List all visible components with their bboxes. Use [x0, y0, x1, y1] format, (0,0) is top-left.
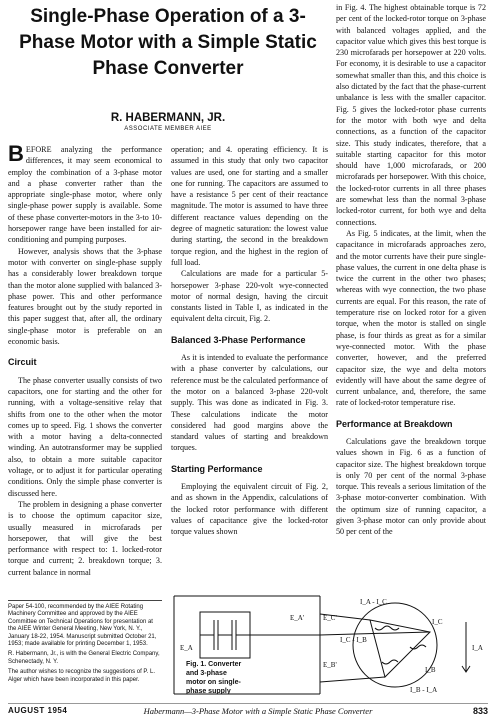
label-eb: E_B'	[323, 661, 337, 669]
intro-text: EFORE analyzing the performance differences, it may seem economical to employ the combination of a 3-phase motor and a phase converter rather than the appropriate single-phase motor, where only single-phase power supply is available. Some of these phase converter-motors in the 3-to 10-horsepower range have been installed for air-conditioning and pumping purposes.	[8, 145, 162, 245]
page-number: 833	[472, 706, 488, 716]
footer-running-title: Habermann—3-Phase Motor with a Simple Static Phase Converter	[143, 706, 373, 716]
paragraph: Calculations gave the breakdown torque values shown in Fig. 6 as a function of capacitor size. The highest breakdown torque is only 70 per cent of the normal 3-phase torque. This reveals a serious limitation of the 3-phase motor-converter combination. With the optimum size of running capacitor, a given 3-phase motor can only provide about 50 per cent of the	[336, 436, 486, 537]
article-title: Single-Phase Operation of a 3-Phase Motor with a Simple Static Phase Converter	[19, 6, 317, 79]
label-ia-ic: I_A - I_C	[360, 598, 387, 606]
footer-date: AUGUST 1954	[8, 706, 68, 715]
footnote-acknowledgment: The author wishes to recognize the suggestions of P. L. Alger which have been incorporated in this paper.	[8, 669, 155, 683]
column-2	[171, 144, 328, 538]
drop-cap: B	[8, 141, 24, 166]
section-heading-balanced: Balanced 3-Phase Performance	[171, 334, 306, 345]
page-footer	[8, 703, 488, 718]
paragraph: Employing the equivalent circuit of Fig. 2, and as shown in the Appendix, calculations of the locked rotor performance with different values of capacitance give the locked-rotor torque values shown	[171, 482, 328, 537]
paragraph: in Fig. 4. The highest obtainable torque is 72 per cent of the locked-rotor torque on 3-phase with balanced voltages applied, and the capacitor value which gives this best torque is 230 microfarads per horsepower at 220 volts. For economy, it is desirable to use a capacitor somewhat smaller than this, and this choice is also dictated by the fact that the phase-current unbalance is less with the smaller capacitor. Fig. 5 gives the locked-rotor phase currents for the motor with both wye and delta connections, as a function of the capacitor size. This study indicates, therefore, that a suitable starting capacitor for this motor should have 1,000 microfarads, or 200 microfarads per horsepower. With this choice, the locked-rotor currents in all three phases are somewhat less than the normal 3-phase locked-rotor current, for both wye and delta connections.	[336, 3, 486, 227]
label-ec: E_C'	[323, 614, 337, 622]
paragraph: As it is intended to evaluate the performance with a phase converter by calculations, our reference must be the calculated performance of the motor on a balanced 3-phase 220-volt supply. This was done as indicated in Fig. 3. These calculations indicate the motor considered had good margins above the standard values of starting and breakdown torques.	[171, 353, 328, 453]
footnote-author-info: R. Habermann, Jr., is with the General Electric Company, Schenectady, N. Y.	[8, 651, 160, 665]
column-1	[8, 141, 162, 578]
intro-paragraph	[8, 141, 162, 246]
footnote	[8, 600, 162, 687]
label-ib-ia: I_B - I_A	[410, 686, 438, 694]
label-ic-ib: I_C - I_B	[340, 636, 367, 644]
label-ea: E_A	[180, 644, 193, 652]
figure-1-caption: Fig. 1. Converter and 3-phase motor on single-phase supply	[186, 661, 242, 695]
section-heading-circuit: Circuit	[8, 357, 37, 368]
author-name: R. HABERMANN, JR.	[110, 112, 226, 124]
label-ia: I_A	[472, 644, 483, 652]
paragraph: However, analysis shows that the 3-phase motor with converter on single-phase supply has a considerably lower breakdown torque than the motor alone supplied with balanced 3-phase power. This and other performance features brought out by the study reported in this paper suggest that, after all, the ordinary single-phase motor is preferable on an economic basis.	[8, 246, 162, 347]
footnote-paper-info: Paper 54-100, recommended by the AIEE Rotating Machinery Committee and approved by the AIEE Committee on Technical Operations for presentation at the AIEE Winter General Meeting, New York, N. Y., January 18-22, 1954. Manuscript submitted October 21, 1953; made available for printing December 1, 1953.	[8, 604, 157, 648]
section-heading-breakdown: Performance at Breakdown	[336, 418, 453, 429]
paragraph: operation; and 4. operating efficiency. It is assumed in this study that only two capacitor values are used, one for starting and a smaller one for running. The capacitors are assumed to have a resistance 5 per cent of their reactance magnitude. The motor is assumed to have three different reactance values depending on the degree of magnetic saturation: the lowest value during starting, the second in the breakdown torque region, and the highest in the region of full load.	[171, 145, 328, 267]
label-ib: I_B	[425, 666, 436, 674]
column-3	[336, 2, 486, 538]
label-ea-prime: E_A'	[290, 614, 305, 622]
section-heading-starting: Starting Performance	[171, 463, 263, 474]
paragraph: Calculations are made for a particular 5-horsepower 3-phase 220-volt wye-connected motor of normal design, having the circuit constants listed in Table I, as indicated in the equivalent delta circuit, Fig. 2.	[171, 269, 328, 324]
paragraph: The phase converter usually consists of two capacitors, one for starting and the other for running, with a voltage-sensitive relay that shifts from one to the other when the motor comes up to speed. Fig. 1 shows the converter with a motor having a delta-connected winding. An autotransformer may be supplied also, to obtain a more suitable capacitor voltage, or to adjust it for particular operating conditions. Only the simple phase converter is discussed here.	[8, 375, 162, 498]
paragraph: As Fig. 5 indicates, at the limit, when the capacitance in microfarads approaches zero, and the motor currents have their pure single-phase values, the current in one delta phase is twice the current in the other two phases; whereas with wye connection, the two phase currents are equal. For this reason, the rate of temperature rise on locked rotor for a given torque, when the motor is stalled on single phase, is four thirds as great as for a similar wye-connected motor. With the phase converter, however, and the preferred capacitor size, the wye and delta motors evidently will have about the same degree of current unbalance, and, therefore, the same rate of locked-rotor temperature rise.	[336, 228, 486, 408]
paragraph: The problem in designing a phase converter is to choose the optimum capacitor size, usually measured in microfarads per horsepower, that will give the best performance with respect to: 1. locked-rotor torque and current; 2. breakdown torque; 3. current balance in normal	[8, 499, 162, 577]
author-affiliation: ASSOCIATE MEMBER AIEE	[124, 126, 212, 132]
label-ic: I_C	[432, 618, 443, 626]
